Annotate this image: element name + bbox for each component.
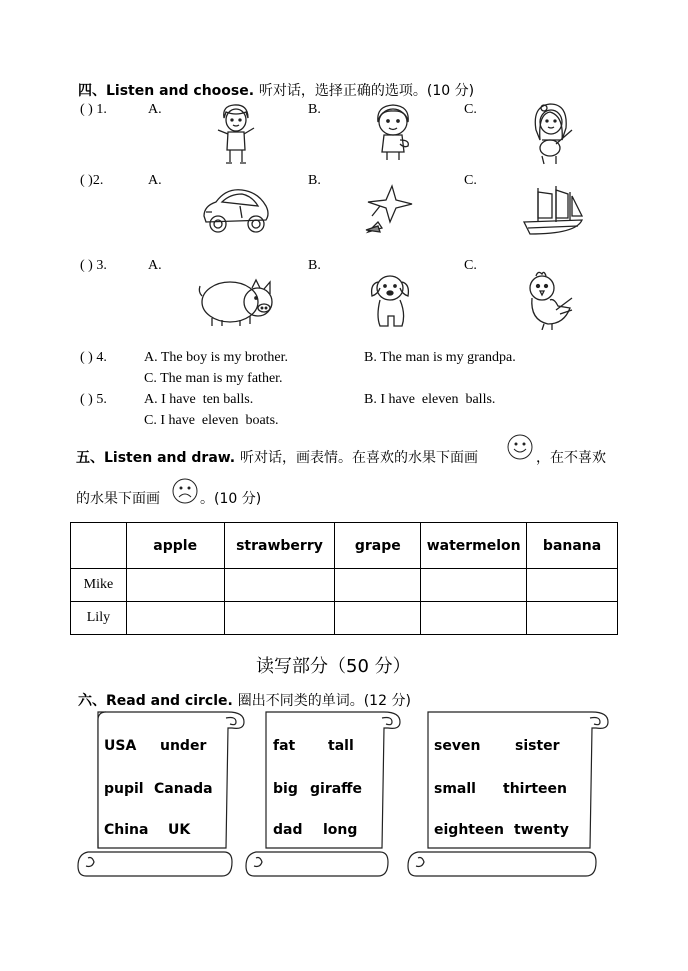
- table-header-row: [71, 523, 618, 569]
- q2-option-b[interactable]: B.: [308, 173, 321, 188]
- scroll-3-word[interactable]: eighteen: [434, 822, 504, 838]
- q1-number[interactable]: ( ) 1.: [80, 102, 107, 117]
- scroll-3-word[interactable]: seven: [434, 738, 481, 754]
- section-5-title-en: Listen and draw.: [104, 450, 236, 466]
- section-6-number: 六、: [78, 693, 106, 709]
- scroll-2-word[interactable]: big: [273, 781, 298, 797]
- answer-cell[interactable]: [335, 602, 421, 635]
- scroll-2-word[interactable]: fat: [273, 738, 296, 754]
- q3-option-c[interactable]: C.: [464, 258, 477, 273]
- q5-option-a[interactable]: A. I have ten balls.: [144, 392, 254, 407]
- q2-number[interactable]: ( )2.: [80, 173, 104, 188]
- answer-cell[interactable]: [335, 569, 421, 602]
- ship-icon: [520, 182, 586, 238]
- q2-option-a[interactable]: A.: [148, 173, 162, 188]
- section-5-heading-line2: [76, 488, 160, 508]
- section-5-number: 五、: [76, 450, 104, 466]
- table-header-cell: watermelon: [421, 523, 527, 569]
- q5-number[interactable]: ( ) 5.: [80, 392, 107, 407]
- part-title: 读写部分（50 分）: [256, 656, 411, 677]
- section-6-title-en: Read and circle.: [106, 693, 233, 709]
- smiley-face-icon: [507, 434, 533, 460]
- q1-option-a[interactable]: A.: [148, 102, 162, 117]
- section-4-title-cn: 听对话，选择正确的选项。(10 分): [258, 83, 475, 99]
- section-4-title-en: Listen and choose.: [106, 83, 255, 99]
- q4-option-b[interactable]: B. The man is my grandpa.: [364, 350, 516, 365]
- answer-cell[interactable]: [126, 569, 224, 602]
- q4-number[interactable]: ( ) 4.: [80, 350, 107, 365]
- table-header-cell: strawberry: [224, 523, 335, 569]
- q4-option-a[interactable]: A. The boy is my brother.: [144, 350, 289, 365]
- answer-cell[interactable]: [421, 602, 527, 635]
- scroll-1-word[interactable]: China: [104, 822, 149, 838]
- table-row: [71, 569, 618, 602]
- fruit-table: [70, 522, 618, 635]
- row-name-cell: Lily: [71, 602, 127, 635]
- scroll-1-word[interactable]: Canada: [154, 781, 213, 797]
- section-6-heading: [78, 690, 411, 710]
- scroll-2-word[interactable]: giraffe: [310, 781, 363, 797]
- scroll-3-word[interactable]: thirteen: [503, 781, 568, 797]
- scroll-1-word[interactable]: pupil: [104, 781, 144, 797]
- car-icon: [200, 182, 272, 238]
- section-4-heading: [78, 80, 474, 100]
- q5-option-c[interactable]: C. I have eleven boats.: [144, 413, 279, 428]
- answer-cell[interactable]: [126, 602, 224, 635]
- pig-icon: [196, 272, 278, 330]
- section-5-heading-line1: [76, 447, 478, 467]
- scroll-2-word[interactable]: long: [323, 822, 358, 838]
- row-name-cell: Mike: [71, 569, 127, 602]
- q1-option-b[interactable]: B.: [308, 102, 321, 117]
- answer-cell[interactable]: [224, 602, 335, 635]
- q3-option-b[interactable]: B.: [308, 258, 321, 273]
- section-4-number: 四、: [78, 83, 106, 99]
- girl-icon: [370, 102, 416, 164]
- scroll-1-word[interactable]: UK: [168, 822, 191, 838]
- girl-guitar-icon: [528, 100, 576, 166]
- answer-cell[interactable]: [527, 569, 618, 602]
- plane-icon: [362, 182, 418, 238]
- table-header-cell: grape: [335, 523, 421, 569]
- table-header-cell: banana: [527, 523, 618, 569]
- section-5-instruction-part2: ，在不喜欢: [536, 450, 606, 466]
- q2-option-c[interactable]: C.: [464, 173, 477, 188]
- answer-cell[interactable]: [224, 569, 335, 602]
- table-row: [71, 602, 618, 635]
- section-5-heading-part4: [200, 488, 261, 508]
- sad-face-icon: [172, 478, 198, 504]
- table-header-cell: [71, 523, 127, 569]
- q3-number[interactable]: ( ) 3.: [80, 258, 107, 273]
- scroll-3-word[interactable]: small: [434, 781, 476, 797]
- scroll-3-word[interactable]: twenty: [514, 822, 569, 838]
- section-6-title-cn: 圈出不同类的单词。(12 分): [237, 693, 411, 709]
- section-5-instruction-part1: 听对话，画表情。在喜欢的水果下面画: [240, 450, 478, 466]
- q1-option-c[interactable]: C.: [464, 102, 477, 117]
- dog-icon: [368, 270, 412, 332]
- scroll-2-word[interactable]: dad: [273, 822, 303, 838]
- scroll-1-word[interactable]: under: [160, 738, 207, 754]
- scroll-1-word[interactable]: USA: [104, 738, 137, 754]
- q4-option-c[interactable]: C. The man is my father.: [144, 371, 283, 386]
- q3-option-a[interactable]: A.: [148, 258, 162, 273]
- boy-icon: [212, 102, 260, 166]
- bird-icon: [524, 270, 574, 330]
- q5-option-b[interactable]: B. I have eleven balls.: [364, 392, 496, 407]
- answer-cell[interactable]: [421, 569, 527, 602]
- section-5-heading-part2: [536, 447, 606, 467]
- section-5-instruction-part4: 。(10 分): [200, 491, 262, 507]
- scroll-3-word[interactable]: sister: [515, 738, 560, 754]
- scroll-2-word[interactable]: tall: [328, 738, 354, 754]
- section-5-instruction-part3: 的水果下面画: [76, 491, 160, 507]
- answer-cell[interactable]: [527, 602, 618, 635]
- table-header-cell: apple: [126, 523, 224, 569]
